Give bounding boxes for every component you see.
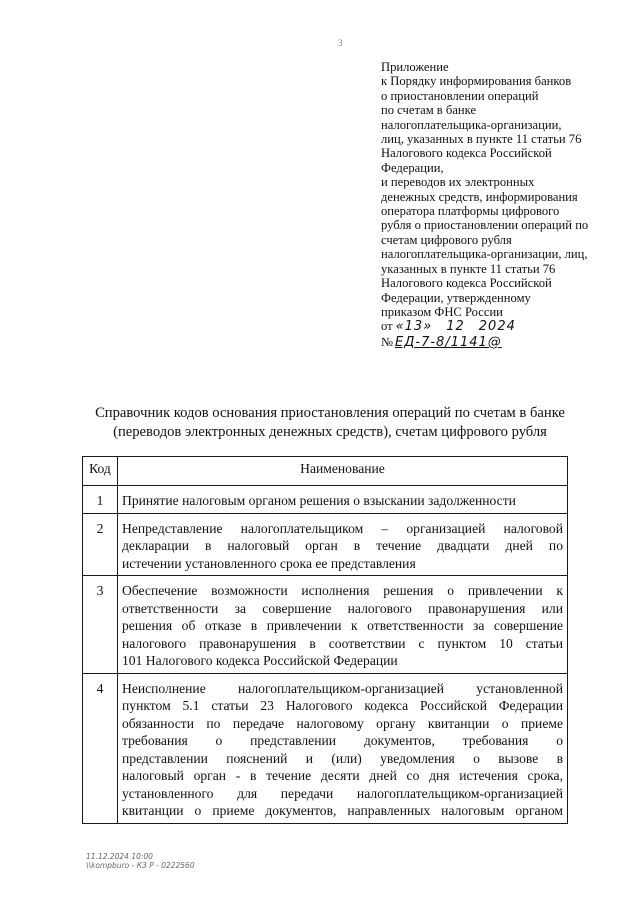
print-source: \\kompburo - К3 Р - 0222560: [86, 861, 195, 870]
table-row: [83, 576, 568, 674]
appendix-line: налогоплательщика-организации,: [381, 117, 562, 132]
row-name: [118, 576, 568, 674]
row-name-line: Принятие налоговым органом решения о взыскании задолженности: [122, 493, 516, 508]
row-name-line: налогового правонарушения в соответствии с пунктом 10 статьи: [122, 635, 563, 651]
title-line: (переводов электронных денежных средств), счетам цифрового рубля: [113, 423, 547, 440]
order-number-handwritten: ЕД-7-8/1141@: [395, 334, 502, 350]
row-name-line: Обеспечение возможности исполнения решения о привлечении к: [122, 583, 563, 598]
row-name-line: ответственности за совершение налогового правонарушения или: [122, 600, 563, 616]
order-date-month: 12: [446, 319, 465, 335]
row-name-line: требования о представлении документов, требования о: [122, 733, 563, 748]
row-name-line: установленного для передачи налогоплательщиком-организацией: [122, 785, 563, 801]
appendix-line: Налогового кодекса Российской: [381, 146, 552, 161]
appendix-line: лиц, указанных в пункте 11 статьи 76: [381, 132, 582, 147]
page-number: 3: [338, 38, 343, 48]
row-name-line: Неисполнение налогоплательщиком-организацией установленной: [122, 680, 563, 696]
appendix-line: Федерации,: [381, 160, 444, 175]
order-date-line: [381, 319, 626, 334]
appendix-line: рубля о приостановлении операций по: [381, 218, 589, 233]
document-title: [80, 404, 580, 441]
print-footer: [86, 852, 195, 870]
appendix-line: приказом ФНС России: [381, 304, 503, 319]
header-name: Наименование: [118, 457, 568, 486]
suspension-codes-table: [82, 456, 568, 824]
appendix-line: счетам цифрового рубля: [381, 232, 512, 247]
row-name-line: декларации в налоговый орган в течение двадцати дней по: [122, 538, 563, 553]
appendix-line: о приостановлении операций: [381, 88, 539, 103]
title-line: Справочник кодов основания приостановления операций по счетам в банке: [95, 405, 565, 421]
appendix-line: указанных в пункте 11 статьи 76: [381, 261, 556, 276]
appendix-line: по счетам в банке: [381, 103, 477, 118]
row-code: 3: [83, 576, 118, 674]
row-name-line: обязанности по передаче налоговому органу квитанции о приеме: [122, 715, 563, 731]
appendix-line: денежных средств, информирования: [381, 189, 578, 204]
table-row: [83, 486, 568, 514]
order-date-year: 2024: [478, 319, 516, 335]
appendix-line: Налогового кодекса Российской: [381, 276, 552, 291]
appendix-line: Федерации, утвержденному: [381, 290, 531, 305]
row-name: [118, 513, 568, 576]
appendix-line: и переводов их электронных: [381, 175, 535, 190]
appendix-line: к Порядку информирования банков: [381, 74, 572, 89]
appendix-block: [381, 60, 626, 350]
order-number-prefix: №: [381, 334, 394, 349]
row-name: [118, 486, 568, 514]
appendix-line: Приложение: [381, 60, 449, 74]
appendix-line: налогоплательщика-организации, лиц,: [381, 247, 588, 262]
header-code: Код: [83, 457, 118, 486]
row-name-line: решения об отказе в привлечении к ответственности за совершение: [122, 618, 563, 633]
row-code: 2: [83, 513, 118, 576]
table-header-row: [83, 457, 568, 486]
row-name: [118, 673, 568, 823]
order-number-line: [381, 335, 626, 350]
appendix-line: оператора платформы цифрового: [381, 204, 560, 219]
row-name-line: налоговый орган - в течение десяти дней со дня истечения срока,: [122, 768, 563, 783]
table-row: [83, 513, 568, 576]
row-name-line: пунктом 5.1 статьи 23 Налогового кодекса Российской Федерации: [122, 698, 563, 713]
order-date-handwritten: [393, 319, 516, 334]
row-name-line: представлении пояснений и (или) уведомления о вызове в: [122, 750, 563, 766]
row-name-line: 101 Налогового кодекса Российской Федерации: [122, 653, 398, 668]
print-timestamp: 11.12.2024 10:00: [86, 852, 153, 861]
order-date-prefix: от: [381, 319, 393, 334]
order-date-day: «13»: [395, 319, 433, 335]
row-code: 1: [83, 486, 118, 514]
row-name-line: истечении установленного срока ее представления: [122, 555, 416, 571]
table-row: [83, 673, 568, 823]
row-name-line: Непредставление налогоплательщиком – организацией налоговой: [122, 520, 563, 536]
row-code: 4: [83, 673, 118, 823]
row-name-line: квитанции о приеме документов, направленных налоговым органом: [122, 803, 563, 818]
